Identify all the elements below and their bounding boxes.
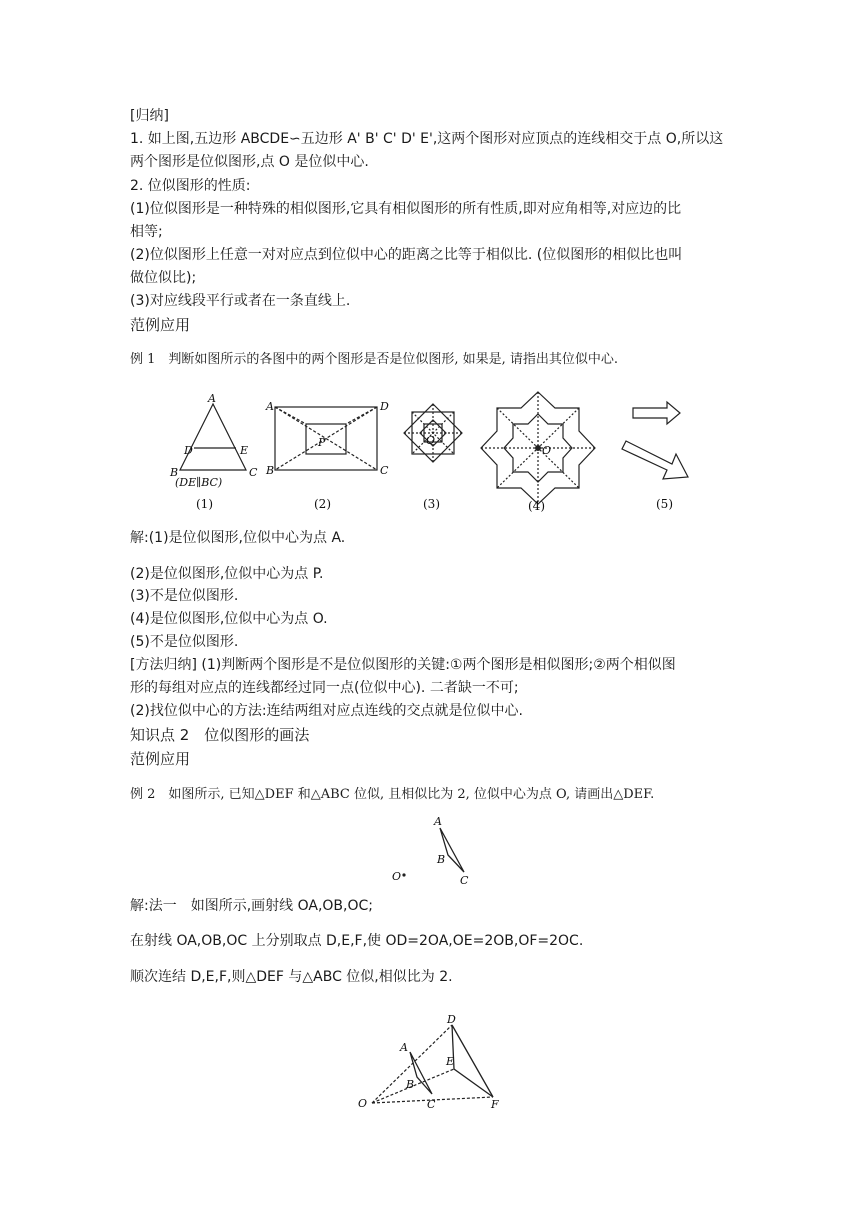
label-P: P (318, 436, 326, 449)
figure-caption-1: (1) (196, 497, 213, 511)
center-dot (535, 445, 541, 451)
label-C: C (380, 464, 389, 477)
summary-point-2: 2. 位似图形的性质: (130, 178, 251, 194)
solution-step-1: 解:法一 如图所示,画射线 OA,OB,OC; (130, 898, 374, 914)
summary-point-1a: 1. 如上图,五边形 ABCDE∽五边形 A' B' C' D' E',这两个图形对应顶点的连线相交于点 O,所以这 (130, 131, 724, 147)
solution-figure (350, 1015, 520, 1115)
label-A: A (208, 392, 216, 405)
parallel-note: (DE∥BC) (175, 476, 223, 489)
point-O (402, 873, 405, 876)
label-O: O (542, 444, 552, 457)
label-E: E (446, 1055, 455, 1068)
label-E: E (240, 444, 249, 457)
solution-5: (5)不是位似图形. (130, 634, 239, 650)
property-1b: 相等; (130, 224, 163, 240)
solution-4: (4)是位似图形,位似中心为点 O. (130, 611, 328, 627)
label-O: O (392, 870, 402, 883)
property-2b: 做位似比); (130, 270, 197, 286)
label-B: B (406, 1078, 415, 1091)
property-3: (3)对应线段平行或者在一条直线上. (130, 293, 351, 309)
property-2a: (2)位似图形上任意一对对应点到位似中心的距离之比等于相似比. (位似图形的相似比也叫 (130, 247, 683, 263)
label-D: D (447, 1015, 456, 1026)
label-A: A (266, 400, 274, 413)
method-summary-2: (2)找位似中心的方法:连结两组对应点连线的交点就是位似中心. (130, 703, 523, 719)
label-B: B (170, 466, 179, 479)
method-summary-1b: 形的每组对应点的连线都经过同一点(位似中心). 二者缺一不可; (130, 680, 519, 696)
summary-label: [归纳] (130, 108, 169, 124)
figure-caption-3: (3) (423, 497, 440, 511)
label-B: B (437, 853, 446, 866)
figure-caption-2: (2) (314, 497, 331, 511)
example-1-figures (150, 384, 710, 519)
solution-3: (3)不是位似图形. (130, 588, 239, 604)
section-title-example-application: 范例应用 (130, 316, 191, 334)
label-F: F (491, 1098, 499, 1111)
solution-step-3: 顺次连结 D,E,F,则△DEF 与△ABC 位似,相似比为 2. (130, 969, 453, 985)
example-1-question: 例 1 判断如图所示的各图中的两个图形是否是位似图形, 如果是, 请指出其位似中心. (130, 352, 619, 367)
solution-step-2: 在射线 OA,OB,OC 上分别取点 D,E,F,使 OD=2OA,OE=2OB,OF=2OC. (130, 933, 584, 949)
method-summary-1: [方法归纳] (1)判断两个图形是不是位似图形的关键:①两个图形是相似图形;②两个相似图 (130, 657, 676, 673)
knowledge-point-2-title: 知识点 2 位似图形的画法 (130, 726, 310, 744)
example-2-figure (380, 810, 480, 890)
label-D: D (380, 400, 389, 413)
label-O: O (358, 1097, 368, 1110)
label-A: A (434, 815, 442, 828)
label-C: C (460, 874, 469, 887)
label-D: D (184, 444, 193, 457)
label-A: A (400, 1041, 408, 1054)
figure-caption-5: (5) (656, 497, 673, 511)
label-C: C (427, 1098, 436, 1111)
label-C: C (249, 466, 258, 479)
example-2-question: 例 2 如图所示, 已知△DEF 和△ABC 位似, 且相似比为 2, 位似中心为点 O, 请画出△DEF. (130, 787, 655, 802)
solution-2: (2)是位似图形,位似中心为点 P. (130, 566, 324, 582)
solution-1: 解:(1)是位似图形,位似中心为点 A. (130, 530, 346, 546)
figure-caption-4: (4) (528, 499, 545, 513)
summary-point-1b: 两个图形是位似图形,点 O 是位似中心. (130, 154, 369, 170)
label-B: B (266, 464, 275, 477)
section-title-example-application-2: 范例应用 (130, 750, 191, 768)
label-O: O (426, 434, 436, 447)
property-1a: (1)位似图形是一种特殊的相似图形,它具有相似图形的所有性质,即对应角相等,对应边的比 (130, 201, 682, 217)
